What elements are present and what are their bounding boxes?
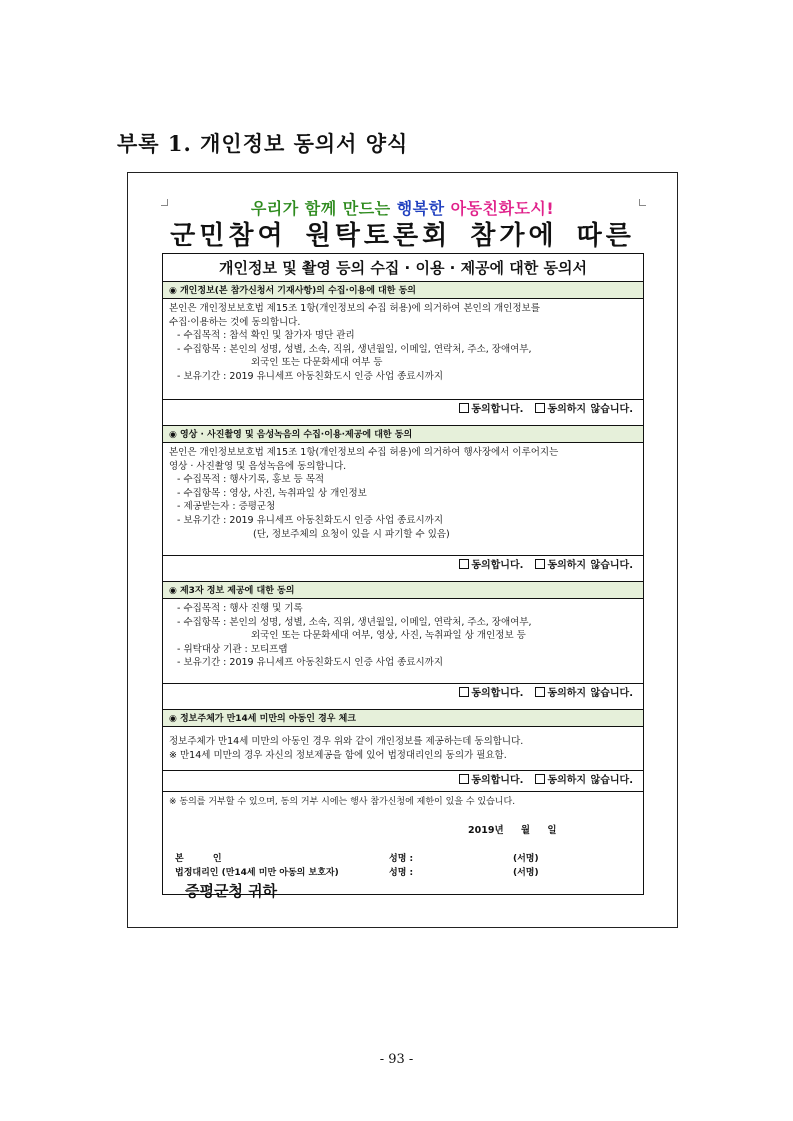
- signature-role-guardian: 법정대리인 (만14세 미만 아동의 보호자): [175, 868, 339, 878]
- consent-choice-row: [163, 683, 643, 703]
- date-line: 2019년 월 일: [468, 825, 557, 836]
- section-line: 외국인 또는 다문화세대 여부, 영상, 사진, 녹취파일 상 개인정보 등: [251, 630, 526, 642]
- agree-label: 동의합니다.: [471, 404, 524, 415]
- section-line: - 수집목적 : 행사 진행 및 기록: [177, 603, 303, 614]
- section-line: ※ 만14세 미만의 경우 자신의 정보제공을 함에 있어 법정대리인의 동의가 필요함.: [169, 749, 507, 761]
- agree-label: 동의합니다.: [471, 560, 524, 571]
- signature-role-self: 본 인: [175, 854, 222, 864]
- signature-name-label-guardian: 성명 :: [389, 868, 414, 878]
- section-line: 정보주체가 만14세 미만의 아동인 경우 위와 같이 개인정보를 제공하는데 동의합니다.: [169, 736, 524, 747]
- section-line: - 위탁대상 기관 : 모티프랩: [177, 643, 288, 655]
- section-header-personal-info: ◉ 개인정보(본 참가신청서 기재사항)의 수집·이용에 대한 동의: [163, 281, 643, 299]
- section-line: 본인은 개인정보보호법 제15조 1항(개인정보의 수집 허용)에 의거하여 본인의 개인정보를: [169, 303, 540, 314]
- addressee: 증평군청 귀하: [185, 882, 278, 900]
- section-line: - 수집항목 : 영상, 사진, 녹취파일 상 개인정보: [177, 487, 367, 499]
- disagree-checkbox[interactable]: [535, 403, 545, 413]
- section-line: 영상 · 사진촬영 및 음성녹음에 동의합니다.: [169, 460, 347, 472]
- consent-choice-row: [163, 770, 643, 790]
- disagree-label: 동의하지 않습니다.: [547, 560, 633, 571]
- signature-name-label-self: 성명 :: [389, 854, 414, 864]
- disagree-label: 동의하지 않습니다.: [547, 688, 633, 699]
- section-line: 본인은 개인정보보호법 제15조 1항(개인정보의 수집 허용)에 의거하여 행사장에서 이루어지는: [169, 447, 559, 458]
- section-header-minor: ◉ 정보주체가 만14세 미만의 아동인 경우 체크: [163, 709, 643, 727]
- section-body-media: [169, 446, 639, 541]
- slogan-part1: 우리가 함께 만드는: [250, 199, 397, 218]
- section-header-third-party: ◉ 제3자 정보 제공에 대한 동의: [163, 581, 643, 599]
- signature-sign-label-self: (서명): [513, 854, 539, 864]
- consent-choice-row: [163, 555, 643, 575]
- appendix-heading: 부록 1. 개인정보 동의서 양식: [117, 131, 409, 156]
- divider: [163, 791, 643, 792]
- disagree-checkbox[interactable]: [535, 774, 545, 784]
- section-line: - 수집목적 : 참석 확인 및 참가자 명단 관리: [177, 330, 355, 342]
- section-line: - 보유기간 : 2019 유니세프 아동친화도시 인증 사업 종료시까지: [177, 514, 444, 526]
- disagree-checkbox[interactable]: [535, 687, 545, 697]
- agree-label: 동의합니다.: [471, 688, 524, 699]
- disagree-label: 동의하지 않습니다.: [547, 404, 633, 415]
- slogan-part3: 아동친화도시!: [444, 199, 555, 218]
- section-line: - 수집목적 : 행사기록, 홍보 등 목적: [177, 474, 325, 486]
- section-line: - 보유기간 : 2019 유니세프 아동친화도시 인증 사업 종료시까지: [177, 370, 444, 382]
- page-number: - 93 -: [379, 1052, 414, 1067]
- section-line: 외국인 또는 다문화세대 여부 등: [251, 357, 383, 369]
- consent-form-title: 개인정보 및 촬영 등의 수집 · 이용 · 제공에 대한 동의서: [163, 254, 643, 283]
- section-body-third-party: [169, 602, 639, 670]
- agree-checkbox[interactable]: [459, 774, 469, 784]
- section-line: - 제공받는자 : 증평군청: [177, 501, 276, 513]
- consent-form: [162, 253, 644, 900]
- form-main-title: 군민참여 원탁토론회 참가에 따른: [170, 221, 635, 251]
- disagree-checkbox[interactable]: [535, 559, 545, 569]
- section-line: - 수집항목 : 본인의 성명, 성별, 소속, 직위, 생년월일, 이메일, 연락처, 주소, 장애여부,: [177, 616, 532, 628]
- slogan-part2: 행복한: [396, 199, 445, 218]
- agree-checkbox[interactable]: [459, 403, 469, 413]
- section-body-personal-info: [169, 302, 639, 384]
- consent-choice-row: [163, 399, 643, 419]
- section-line: - 수집항목 : 본인의 성명, 성별, 소속, 직위, 생년월일, 이메일, 연락처, 주소, 장애여부,: [177, 343, 532, 355]
- section-line: (단, 정보주체의 요청이 있을 시 파기할 수 있음): [253, 528, 450, 540]
- section-line: - 보유기간 : 2019 유니세프 아동친화도시 인증 사업 종료시까지: [177, 657, 444, 669]
- signature-sign-label-guardian: (서명): [513, 868, 539, 878]
- agree-checkbox[interactable]: [459, 687, 469, 697]
- agree-label: 동의합니다.: [471, 775, 524, 786]
- section-header-media: ◉ 영상 · 사진촬영 및 음성녹음의 수집·이용·제공에 대한 동의: [163, 425, 643, 443]
- disagree-label: 동의하지 않습니다.: [547, 775, 633, 786]
- section-body-minor: [169, 735, 639, 762]
- refusal-note: ※ 동의를 거부할 수 있으며, 동의 거부 시에는 행사 참가신청에 제한이 있을 수 있습니다.: [169, 797, 516, 807]
- agree-checkbox[interactable]: [459, 559, 469, 569]
- section-line: 수집·이용하는 것에 동의합니다.: [169, 316, 301, 328]
